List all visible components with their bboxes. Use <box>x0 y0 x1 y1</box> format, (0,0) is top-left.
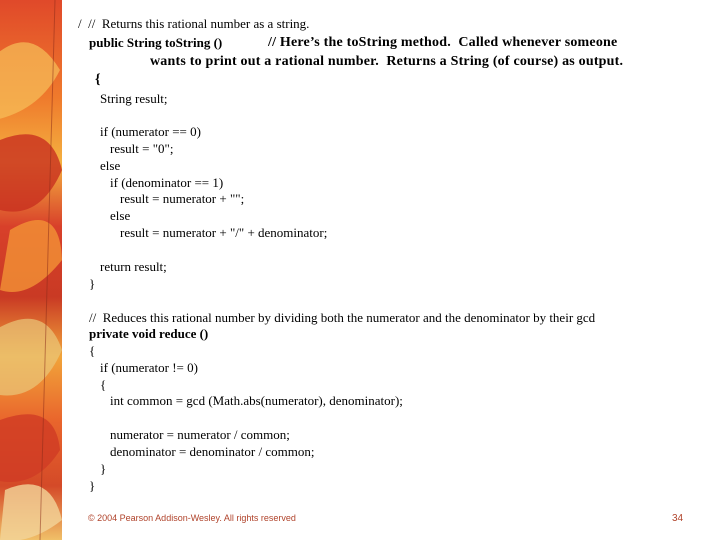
comment-tostring: / // Returns this rational number as a string. <box>78 16 310 31</box>
code-line: else <box>100 158 121 173</box>
brace-open-3: { <box>100 377 107 392</box>
code-line: result = "0"; <box>110 141 174 156</box>
code-line: result = numerator + "/" + denominator; <box>120 225 328 240</box>
code-line: int common = gcd (Math.abs(numerator), denominator); <box>110 393 403 408</box>
code-line: denominator = denominator / common; <box>110 444 315 459</box>
signature-reduce: private void reduce () <box>89 326 209 341</box>
brace-open-2: { <box>89 343 96 358</box>
code-line: numerator = numerator / common; <box>110 427 290 442</box>
brace-close-1: } <box>89 276 96 291</box>
brace-close-3: } <box>100 461 107 476</box>
annotation-line-2: wants to print out a rational number. Returns a String (of course) as output. <box>150 54 624 69</box>
brace-open-1: { <box>95 72 101 87</box>
code-line: if (denominator == 1) <box>110 175 224 190</box>
code-line: else <box>110 208 131 223</box>
leaf-pattern-icon <box>0 0 62 540</box>
code-line: return result; <box>100 259 167 274</box>
autumn-leaves-decoration <box>0 0 62 540</box>
brace-close-2: } <box>89 478 96 493</box>
code-line: if (numerator == 0) <box>100 124 201 139</box>
code-line: if (numerator != 0) <box>100 360 198 375</box>
code-line: result = numerator + ""; <box>120 191 245 206</box>
copyright-footer: © 2004 Pearson Addison-Wesley. All rights reserved <box>88 513 296 523</box>
page-number: 34 <box>672 513 684 524</box>
comment-reduce: // Reduces this rational number by dividing both the numerator and the denominator by their gcd <box>89 310 596 325</box>
code-line: String result; <box>100 91 168 106</box>
signature-tostring: public String toString () <box>89 35 223 50</box>
annotation-line-1: // Here’s the toString method. Called whenever someone <box>268 35 618 50</box>
